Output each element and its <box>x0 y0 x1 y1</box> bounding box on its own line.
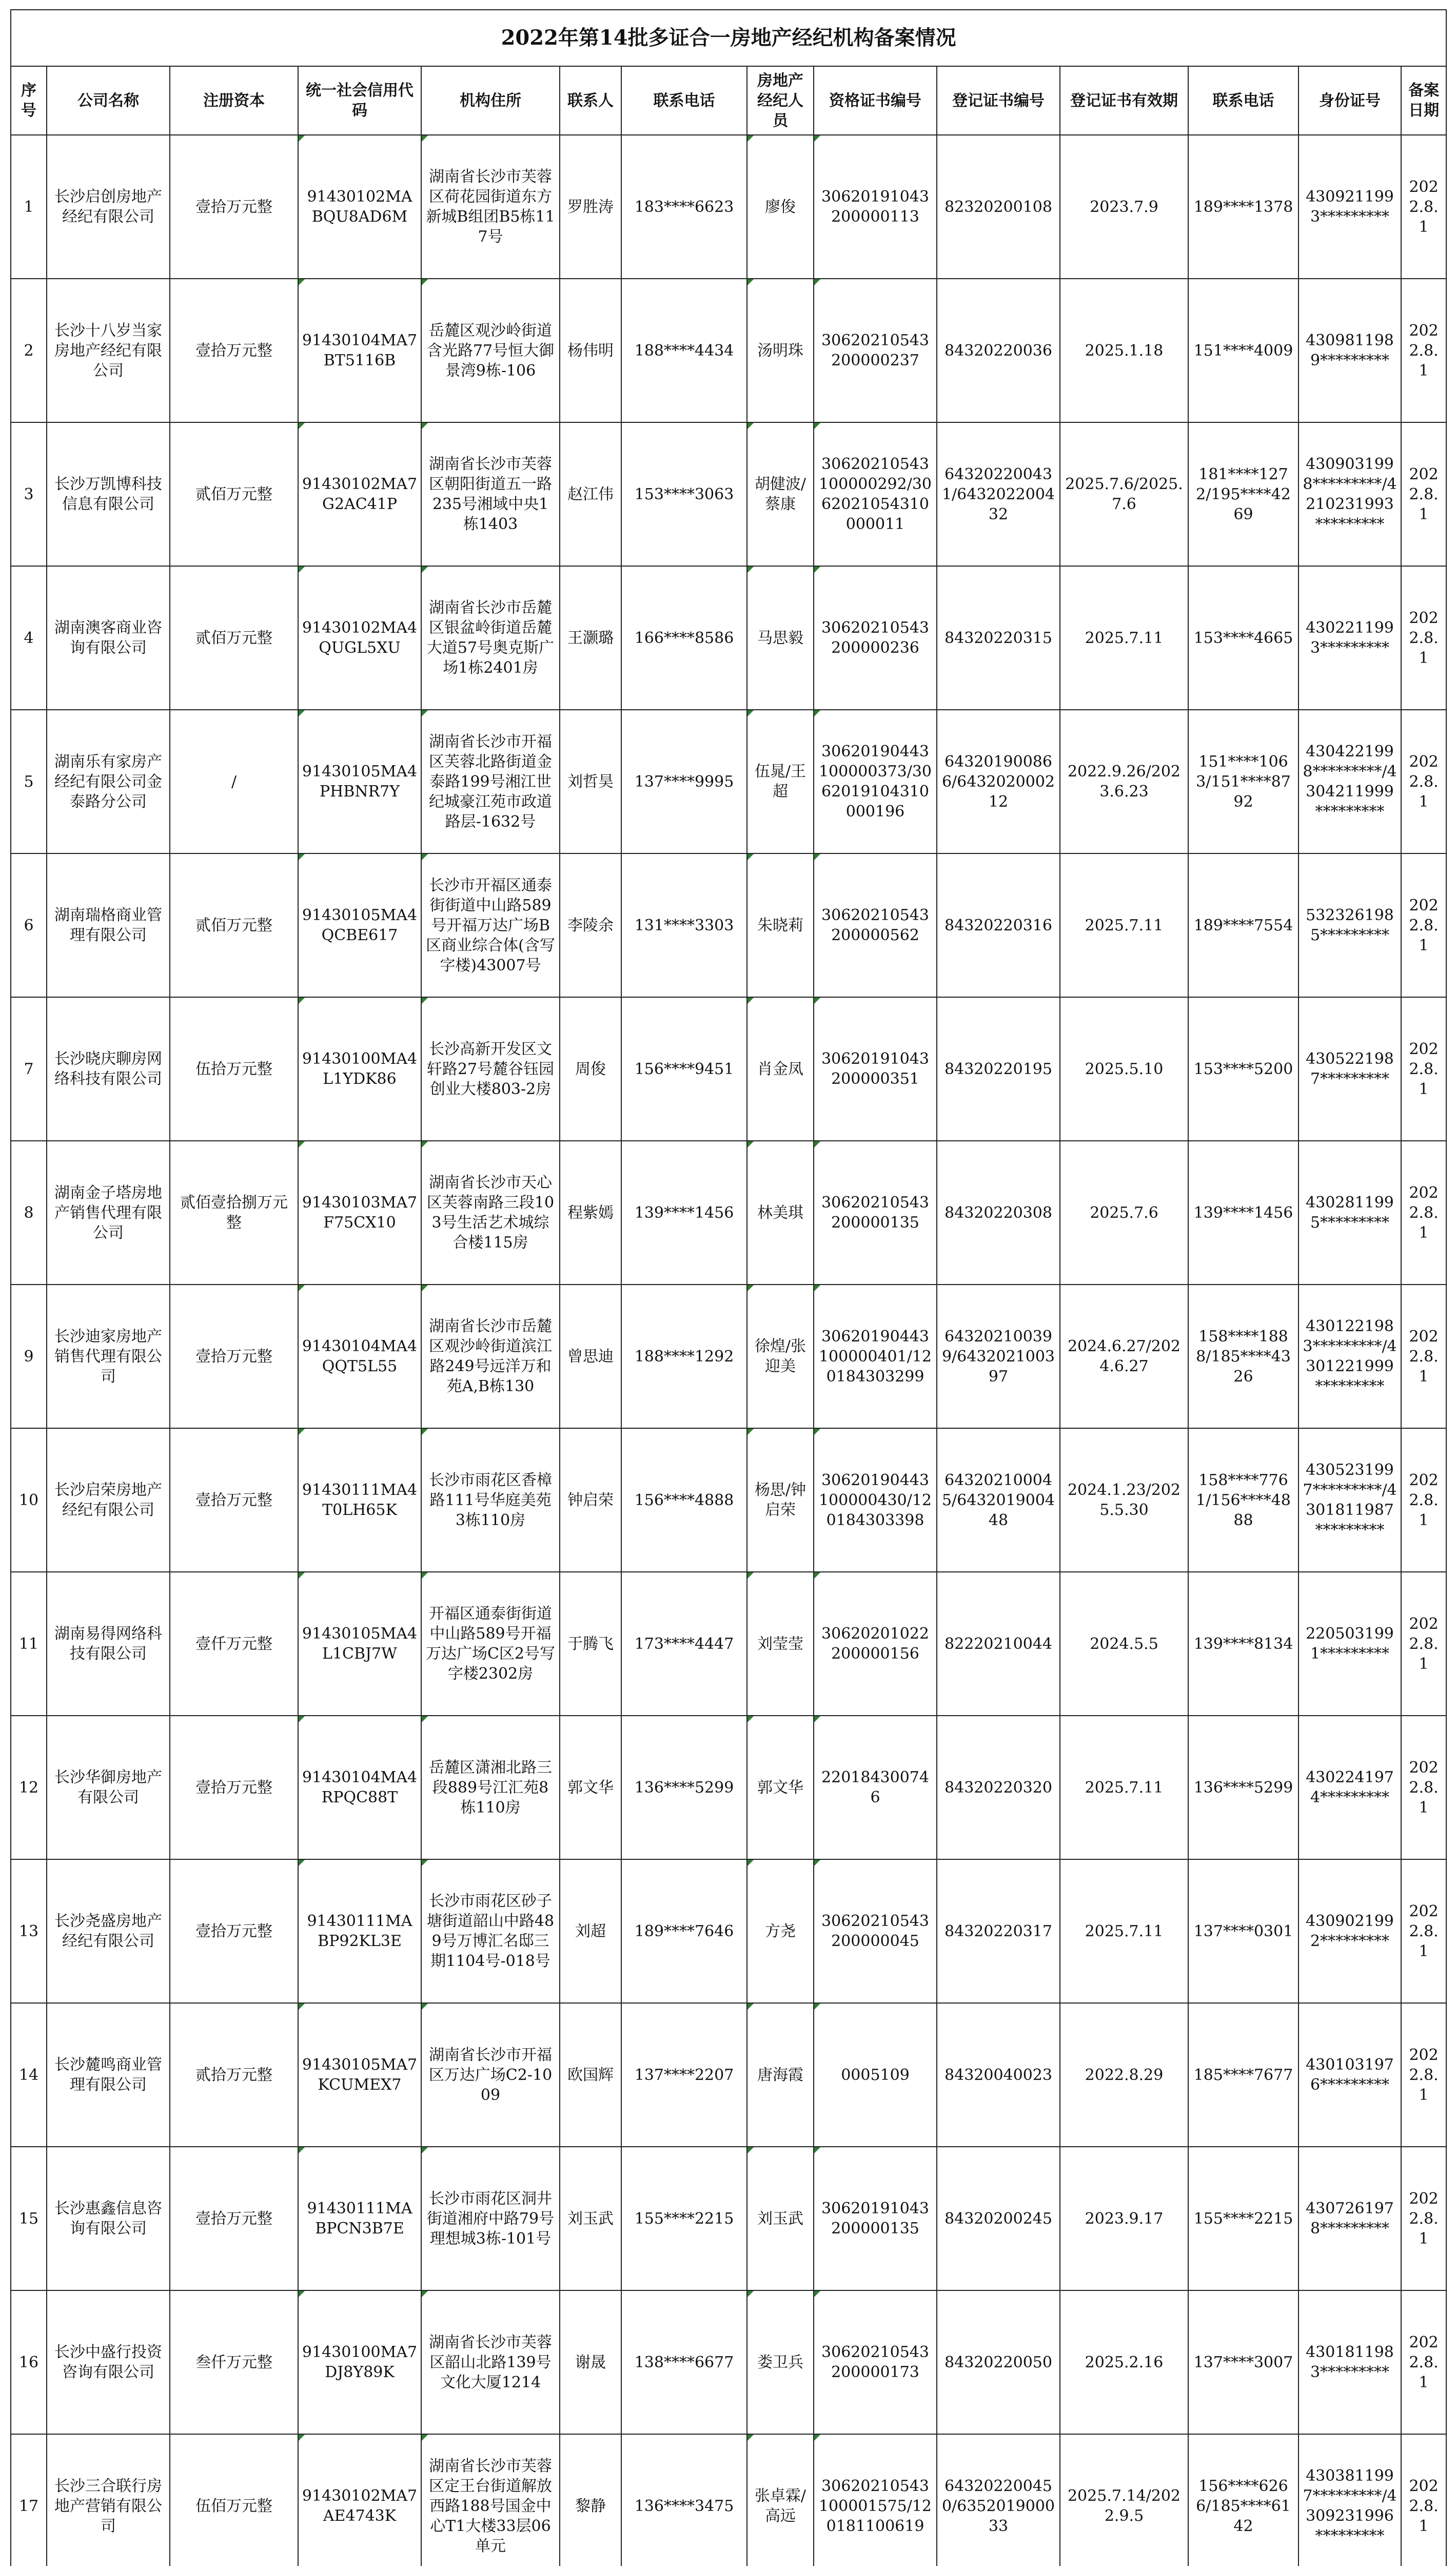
registered-capital-cell: 壹拾万元整 <box>170 2147 298 2290</box>
company-name-cell: 湖南澳客商业咨询有限公司 <box>47 566 170 710</box>
contact-phone-cell: 188****1292 <box>621 1285 747 1428</box>
agent-phone-cell: 155****2215 <box>1188 2147 1298 2290</box>
row-number-cell: 7 <box>11 997 47 1141</box>
qualification-cert-cell: 30620190443100000373/3062019104310000196 <box>814 710 937 853</box>
filing-date-cell: 2022.8.1 <box>1401 279 1446 422</box>
contact-person-cell: 程紫嫣 <box>560 1141 621 1285</box>
agent-phone-cell: 151****4009 <box>1188 279 1298 422</box>
qualification-cert-cell: 220184300746 <box>814 1716 937 1859</box>
row-number-cell: 9 <box>11 1285 47 1428</box>
table-row <box>11 566 1446 710</box>
company-name-cell: 长沙迪家房地产销售代理有限公司 <box>47 1285 170 1428</box>
credit-code-cell: 91430111MABP92KL3E <box>298 1859 421 2003</box>
registration-cert-cell: 84320200245 <box>937 2147 1060 2290</box>
registration-cert-cell: 84320220317 <box>937 1859 1060 2003</box>
company-name-cell: 湖南乐有家房产经纪有限公司金泰路分公司 <box>47 710 170 853</box>
cert-validity-cell: 2022.9.26/2023.6.23 <box>1060 710 1188 853</box>
column-header: 机构住所 <box>421 66 560 135</box>
contact-person-cell: 黎静 <box>560 2434 621 2566</box>
id-number-cell: 4301221983*********/4301221999********* <box>1298 1285 1401 1428</box>
table-row <box>11 422 1446 566</box>
registered-capital-cell: 贰佰万元整 <box>170 422 298 566</box>
address-cell: 开福区通泰街街道中山路589号开福万达广场C区2号写字楼2302房 <box>421 1572 560 1716</box>
qualification-cert-cell: 30620210543200000045 <box>814 1859 937 2003</box>
column-header: 联系人 <box>560 66 621 135</box>
contact-phone-cell: 155****2215 <box>621 2147 747 2290</box>
credit-code-cell: 91430105MA4PHBNR7Y <box>298 710 421 853</box>
cert-validity-cell: 2025.7.11 <box>1060 1716 1188 1859</box>
agent-name-cell: 杨思/钟启荣 <box>747 1428 814 1572</box>
credit-code-cell: 91430104MA4RPQC88T <box>298 1716 421 1859</box>
registration-cert-cell: 84320220050 <box>937 2290 1060 2434</box>
registration-cert-cell: 643202100399/643202100397 <box>937 1285 1060 1428</box>
agent-phone-cell: 185****7677 <box>1188 2003 1298 2147</box>
agent-name-cell: 伍晁/王超 <box>747 710 814 853</box>
address-cell: 湖南省长沙市芙蓉区荷花园街道东方新城B组团B5栋117号 <box>421 135 560 279</box>
filing-date-cell: 2022.8.1 <box>1401 2147 1446 2290</box>
contact-phone-cell: 153****3063 <box>621 422 747 566</box>
header-row <box>11 66 1446 135</box>
table-row <box>11 1285 1446 1428</box>
agent-phone-cell: 137****0301 <box>1188 1859 1298 2003</box>
qualification-cert-cell: 30620190443100000401/120184303299 <box>814 1285 937 1428</box>
agent-phone-cell: 181****1272/195****4269 <box>1188 422 1298 566</box>
company-name-cell: 长沙三合联行房地产营销有限公司 <box>47 2434 170 2566</box>
agent-name-cell: 马思毅 <box>747 566 814 710</box>
table-row <box>11 135 1446 279</box>
registration-cert-cell: 84320220036 <box>937 279 1060 422</box>
address-cell: 湖南省长沙市芙蓉区定王台街道解放西路188号国金中心T1大楼33层06单元 <box>421 2434 560 2566</box>
contact-phone-cell: 183****6623 <box>621 135 747 279</box>
registered-capital-cell: 壹拾万元整 <box>170 279 298 422</box>
filing-date-cell: 2022.8.1 <box>1401 1859 1446 2003</box>
qualification-cert-cell: 30620210543100000292/3062021054310000011 <box>814 422 937 566</box>
cert-validity-cell: 2025.2.16 <box>1060 2290 1188 2434</box>
registration-cert-cell: 82320200108 <box>937 135 1060 279</box>
registration-cert-cell: 84320220320 <box>937 1716 1060 1859</box>
registered-capital-cell: 伍佰万元整 <box>170 2434 298 2566</box>
row-number-cell: 15 <box>11 2147 47 2290</box>
filing-date-cell: 2022.8.1 <box>1401 1428 1446 1572</box>
qualification-cert-cell: 30620210543200000237 <box>814 279 937 422</box>
filing-date-cell: 2022.8.1 <box>1401 997 1446 1141</box>
address-cell: 湖南省长沙市岳麓区观沙岭街道滨江路249号远洋万和苑A,B栋130 <box>421 1285 560 1428</box>
company-name-cell: 长沙十八岁当家房地产经纪有限公司 <box>47 279 170 422</box>
filing-date-cell: 2022.8.1 <box>1401 566 1446 710</box>
contact-person-cell: 曾思迪 <box>560 1285 621 1428</box>
filing-date-cell: 2022.8.1 <box>1401 422 1446 566</box>
id-number-cell: 4305231997*********/4301811987********* <box>1298 1428 1401 1572</box>
contact-person-cell: 李陵余 <box>560 853 621 997</box>
table-row <box>11 2147 1446 2290</box>
credit-code-cell: 91430105MA4L1CBJ7W <box>298 1572 421 1716</box>
address-cell: 湖南省长沙市芙蓉区韶山北路139号文化大厦1214 <box>421 2290 560 2434</box>
column-header: 资格证书编号 <box>814 66 937 135</box>
credit-code-cell: 91430105MA7KCUMEX7 <box>298 2003 421 2147</box>
agent-name-cell: 汤明珠 <box>747 279 814 422</box>
registration-cert-cell: 84320040023 <box>937 2003 1060 2147</box>
agent-phone-cell: 156****6266/185****6142 <box>1188 2434 1298 2566</box>
id-number-cell: 4301031976********* <box>1298 2003 1401 2147</box>
contact-phone-cell: 139****1456 <box>621 1141 747 1285</box>
registration-cert-cell: 643202200431/643202200432 <box>937 422 1060 566</box>
registered-capital-cell: 壹拾万元整 <box>170 135 298 279</box>
contact-person-cell: 周俊 <box>560 997 621 1141</box>
qualification-cert-cell: 30620210543200000173 <box>814 2290 937 2434</box>
registered-capital-cell: 贰佰万元整 <box>170 853 298 997</box>
id-number-cell: 4309211993********* <box>1298 135 1401 279</box>
qualification-cert-cell: 30620191043200000351 <box>814 997 937 1141</box>
id-number-cell: 4309021992********* <box>1298 1859 1401 2003</box>
company-name-cell: 湖南金子塔房地产销售代理有限公司 <box>47 1141 170 1285</box>
registered-capital-cell: 壹拾万元整 <box>170 1859 298 2003</box>
row-number-cell: 4 <box>11 566 47 710</box>
filing-date-cell: 2022.8.1 <box>1401 853 1446 997</box>
table-body <box>11 135 1446 2566</box>
row-number-cell: 8 <box>11 1141 47 1285</box>
filing-date-cell: 2022.8.1 <box>1401 710 1446 853</box>
cert-validity-cell: 2025.7.6/2025.7.6 <box>1060 422 1188 566</box>
agent-name-cell: 郭文华 <box>747 1716 814 1859</box>
address-cell: 湖南省长沙市岳麓区银盆岭街道岳麓大道57号奥克斯广场1栋2401房 <box>421 566 560 710</box>
agent-name-cell: 胡健波/蔡康 <box>747 422 814 566</box>
credit-code-cell: 91430104MA7BT5116B <box>298 279 421 422</box>
id-number-cell: 4302811995********* <box>1298 1141 1401 1285</box>
credit-code-cell: 91430100MA4L1YDK86 <box>298 997 421 1141</box>
registered-capital-cell: 贰拾万元整 <box>170 2003 298 2147</box>
agent-name-cell: 娄卫兵 <box>747 2290 814 2434</box>
id-number-cell: 4302211993********* <box>1298 566 1401 710</box>
column-header: 房地产经纪人员 <box>747 66 814 135</box>
credit-code-cell: 91430111MA4T0LH65K <box>298 1428 421 1572</box>
column-header: 序号 <box>11 66 47 135</box>
cert-validity-cell: 2024.5.5 <box>1060 1572 1188 1716</box>
address-cell: 岳麓区观沙岭街道含光路77号恒大御景湾9栋-106 <box>421 279 560 422</box>
cert-validity-cell: 2024.6.27/2024.6.27 <box>1060 1285 1188 1428</box>
row-number-cell: 5 <box>11 710 47 853</box>
filing-date-cell: 2022.8.1 <box>1401 2290 1446 2434</box>
credit-code-cell: 91430102MA7G2AC41P <box>298 422 421 566</box>
agent-phone-cell: 136****5299 <box>1188 1716 1298 1859</box>
address-cell: 长沙市开福区通泰街街道中山路589号开福万达广场B区商业综合体(含写字楼)43007号 <box>421 853 560 997</box>
address-cell: 湖南省长沙市开福区芙蓉北路街道金泰路199号湘江世纪城豪江苑市政道路层-1632号 <box>421 710 560 853</box>
credit-code-cell: 91430104MA4QQT5L55 <box>298 1285 421 1428</box>
registered-capital-cell: 伍拾万元整 <box>170 997 298 1141</box>
agent-name-cell: 张卓霖/高远 <box>747 2434 814 2566</box>
qualification-cert-cell: 30620191043200000113 <box>814 135 937 279</box>
contact-phone-cell: 136****5299 <box>621 1716 747 1859</box>
filing-date-cell: 2022.8.1 <box>1401 2003 1446 2147</box>
contact-phone-cell: 138****6677 <box>621 2290 747 2434</box>
row-number-cell: 10 <box>11 1428 47 1572</box>
contact-phone-cell: 188****4434 <box>621 279 747 422</box>
credit-code-cell: 91430102MA4QUGL5XU <box>298 566 421 710</box>
contact-phone-cell: 166****8586 <box>621 566 747 710</box>
qualification-cert-cell: 30620201022200000156 <box>814 1572 937 1716</box>
address-cell: 湖南省长沙市芙蓉区朝阳街道五一路235号湘域中央1栋1403 <box>421 422 560 566</box>
contact-person-cell: 钟启荣 <box>560 1428 621 1572</box>
contact-phone-cell: 156****9451 <box>621 997 747 1141</box>
row-number-cell: 17 <box>11 2434 47 2566</box>
cert-validity-cell: 2025.7.6 <box>1060 1141 1188 1285</box>
table-row <box>11 2290 1446 2434</box>
contact-person-cell: 赵江伟 <box>560 422 621 566</box>
row-number-cell: 6 <box>11 853 47 997</box>
filing-date-cell: 2022.8.1 <box>1401 135 1446 279</box>
credit-code-cell: 91430111MABPCN3B7E <box>298 2147 421 2290</box>
agent-phone-cell: 139****8134 <box>1188 1572 1298 1716</box>
id-number-cell: 4302241974********* <box>1298 1716 1401 1859</box>
address-cell: 长沙市雨花区香樟路111号华庭美苑3栋110房 <box>421 1428 560 1572</box>
cert-validity-cell: 2025.7.14/2022.9.5 <box>1060 2434 1188 2566</box>
cert-validity-cell: 2025.1.18 <box>1060 279 1188 422</box>
table-row <box>11 997 1446 1141</box>
registration-cert-cell: 84320220315 <box>937 566 1060 710</box>
registration-cert-cell: 84320220316 <box>937 853 1060 997</box>
company-name-cell: 长沙麓鸣商业管理有限公司 <box>47 2003 170 2147</box>
agent-name-cell: 唐海霞 <box>747 2003 814 2147</box>
contact-person-cell: 谢晟 <box>560 2290 621 2434</box>
column-header: 登记证书有效期 <box>1060 66 1188 135</box>
cert-validity-cell: 2025.5.10 <box>1060 997 1188 1141</box>
registered-capital-cell: 壹拾万元整 <box>170 1716 298 1859</box>
company-name-cell: 长沙尧盛房地产经纪有限公司 <box>47 1859 170 2003</box>
qualification-cert-cell: 30620191043200000135 <box>814 2147 937 2290</box>
filing-date-cell: 2022.8.1 <box>1401 1285 1446 1428</box>
qualification-cert-cell: 30620210543200000236 <box>814 566 937 710</box>
agent-phone-cell: 189****1378 <box>1188 135 1298 279</box>
company-name-cell: 长沙中盛行投资咨询有限公司 <box>47 2290 170 2434</box>
registration-table <box>10 9 1447 2566</box>
agent-phone-cell: 139****1456 <box>1188 1141 1298 1285</box>
contact-person-cell: 杨伟明 <box>560 279 621 422</box>
contact-person-cell: 刘玉武 <box>560 2147 621 2290</box>
row-number-cell: 16 <box>11 2290 47 2434</box>
column-header: 登记证书编号 <box>937 66 1060 135</box>
registration-cert-cell: 643201900866/643202000212 <box>937 710 1060 853</box>
table-row <box>11 1141 1446 1285</box>
agent-phone-cell: 151****1063/151****8792 <box>1188 710 1298 853</box>
cert-validity-cell: 2025.7.11 <box>1060 566 1188 710</box>
row-number-cell: 1 <box>11 135 47 279</box>
qualification-cert-cell: 30620210543200000562 <box>814 853 937 997</box>
agent-name-cell: 肖金凤 <box>747 997 814 1141</box>
id-number-cell: 4304221998*********/4304211999********* <box>1298 710 1401 853</box>
registered-capital-cell: 叁仟万元整 <box>170 2290 298 2434</box>
contact-person-cell: 王灏璐 <box>560 566 621 710</box>
column-header: 身份证号 <box>1298 66 1401 135</box>
company-name-cell: 长沙启创房地产经纪有限公司 <box>47 135 170 279</box>
id-number-cell: 5323261985********* <box>1298 853 1401 997</box>
table-row <box>11 2003 1446 2147</box>
row-number-cell: 2 <box>11 279 47 422</box>
row-number-cell: 13 <box>11 1859 47 2003</box>
registered-capital-cell: / <box>170 710 298 853</box>
filing-date-cell: 2022.8.1 <box>1401 2434 1446 2566</box>
registration-cert-cell: 643202100045/643201900448 <box>937 1428 1060 1572</box>
agent-name-cell: 徐煌/张迎美 <box>747 1285 814 1428</box>
cert-validity-cell: 2025.7.11 <box>1060 853 1188 997</box>
table-row <box>11 710 1446 853</box>
agent-name-cell: 刘玉武 <box>747 2147 814 2290</box>
qualification-cert-cell: 30620190443100000430/120184303398 <box>814 1428 937 1572</box>
agent-phone-cell: 158****7761/156****4888 <box>1188 1428 1298 1572</box>
table-row <box>11 1428 1446 1572</box>
contact-phone-cell: 137****9995 <box>621 710 747 853</box>
registration-cert-cell: 84320220195 <box>937 997 1060 1141</box>
address-cell: 湖南省长沙市开福区万达广场C2-1009 <box>421 2003 560 2147</box>
table-row <box>11 1716 1446 1859</box>
contact-phone-cell: 156****4888 <box>621 1428 747 1572</box>
company-name-cell: 湖南易得网络科技有限公司 <box>47 1572 170 1716</box>
company-name-cell: 长沙万凯博科技信息有限公司 <box>47 422 170 566</box>
credit-code-cell: 91430100MA7DJ8Y89K <box>298 2290 421 2434</box>
column-header: 联系电话 <box>1188 66 1298 135</box>
cert-validity-cell: 2025.7.11 <box>1060 1859 1188 2003</box>
contact-person-cell: 于腾飞 <box>560 1572 621 1716</box>
contact-person-cell: 欧国辉 <box>560 2003 621 2147</box>
agent-name-cell: 方尧 <box>747 1859 814 2003</box>
agent-name-cell: 刘莹莹 <box>747 1572 814 1716</box>
agent-name-cell: 朱晓莉 <box>747 853 814 997</box>
address-cell: 长沙市雨花区砂子塘街道韶山中路489号万博汇名邸三期1104号-018号 <box>421 1859 560 2003</box>
id-number-cell: 4309811989********* <box>1298 279 1401 422</box>
contact-phone-cell: 131****3303 <box>621 853 747 997</box>
address-cell: 长沙高新开发区文轩路27号麓谷钰园创业大楼803-2房 <box>421 997 560 1141</box>
contact-person-cell: 郭文华 <box>560 1716 621 1859</box>
contact-person-cell: 刘哲昊 <box>560 710 621 853</box>
agent-phone-cell: 158****1888/185****4326 <box>1188 1285 1298 1428</box>
qualification-cert-cell: 0005109 <box>814 2003 937 2147</box>
registered-capital-cell: 壹仟万元整 <box>170 1572 298 1716</box>
registered-capital-cell: 壹拾万元整 <box>170 1285 298 1428</box>
registration-cert-cell: 84320220308 <box>937 1141 1060 1285</box>
row-number-cell: 14 <box>11 2003 47 2147</box>
document-page <box>10 9 1446 2566</box>
agent-name-cell: 林美琪 <box>747 1141 814 1285</box>
id-number-cell: 2205031991********* <box>1298 1572 1401 1716</box>
registration-cert-cell: 643202200450/635201900033 <box>937 2434 1060 2566</box>
address-cell: 岳麓区潇湘北路三段889号江汇苑8栋110房 <box>421 1716 560 1859</box>
row-number-cell: 11 <box>11 1572 47 1716</box>
contact-phone-cell: 136****3475 <box>621 2434 747 2566</box>
table-row <box>11 853 1446 997</box>
agent-phone-cell: 153****5200 <box>1188 997 1298 1141</box>
credit-code-cell: 91430103MA7F75CX10 <box>298 1141 421 1285</box>
table-row <box>11 279 1446 422</box>
company-name-cell: 湖南瑞格商业管理有限公司 <box>47 853 170 997</box>
column-header: 联系电话 <box>621 66 747 135</box>
column-header: 注册资本 <box>170 66 298 135</box>
registered-capital-cell: 贰佰壹拾捌万元整 <box>170 1141 298 1285</box>
row-number-cell: 3 <box>11 422 47 566</box>
credit-code-cell: 91430102MA7AE4743K <box>298 2434 421 2566</box>
agent-phone-cell: 137****3007 <box>1188 2290 1298 2434</box>
address-cell: 湖南省长沙市天心区芙蓉南路三段103号生活艺术城综合楼115房 <box>421 1141 560 1285</box>
agent-phone-cell: 153****4665 <box>1188 566 1298 710</box>
registered-capital-cell: 贰佰万元整 <box>170 566 298 710</box>
cert-validity-cell: 2023.7.9 <box>1060 135 1188 279</box>
credit-code-cell: 91430102MABQU8AD6M <box>298 135 421 279</box>
table-row <box>11 1572 1446 1716</box>
company-name-cell: 长沙惠鑫信息咨询有限公司 <box>47 2147 170 2290</box>
qualification-cert-cell: 30620210543100001575/120181100619 <box>814 2434 937 2566</box>
contact-person-cell: 刘超 <box>560 1859 621 2003</box>
registered-capital-cell: 壹拾万元整 <box>170 1428 298 1572</box>
page-title: 2022年第14批多证合一房地产经纪机构备案情况 <box>11 10 1446 66</box>
contact-phone-cell: 173****4447 <box>621 1572 747 1716</box>
column-header: 备案日期 <box>1401 66 1446 135</box>
cert-validity-cell: 2022.8.29 <box>1060 2003 1188 2147</box>
qualification-cert-cell: 30620210543200000135 <box>814 1141 937 1285</box>
id-number-cell: 4305221987********* <box>1298 997 1401 1141</box>
table-row <box>11 1859 1446 2003</box>
agent-name-cell: 廖俊 <box>747 135 814 279</box>
company-name-cell: 长沙晓庆聊房网络科技有限公司 <box>47 997 170 1141</box>
address-cell: 长沙市雨花区洞井街道湘府中路79号理想城3栋-101号 <box>421 2147 560 2290</box>
filing-date-cell: 2022.8.1 <box>1401 1716 1446 1859</box>
registration-cert-cell: 82220210044 <box>937 1572 1060 1716</box>
contact-phone-cell: 137****2207 <box>621 2003 747 2147</box>
id-number-cell: 4309031998*********/4210231993********* <box>1298 422 1401 566</box>
filing-date-cell: 2022.8.1 <box>1401 1141 1446 1285</box>
id-number-cell: 4307261978********* <box>1298 2147 1401 2290</box>
id-number-cell: 4301811983********* <box>1298 2290 1401 2434</box>
cert-validity-cell: 2024.1.23/2025.5.30 <box>1060 1428 1188 1572</box>
agent-phone-cell: 189****7554 <box>1188 853 1298 997</box>
column-header: 统一社会信用代码 <box>298 66 421 135</box>
company-name-cell: 长沙华御房地产有限公司 <box>47 1716 170 1859</box>
table-row <box>11 2434 1446 2566</box>
contact-person-cell: 罗胜涛 <box>560 135 621 279</box>
id-number-cell: 4303811997*********/4309231996********* <box>1298 2434 1401 2566</box>
credit-code-cell: 91430105MA4QCBE617 <box>298 853 421 997</box>
company-name-cell: 长沙启荣房地产经纪有限公司 <box>47 1428 170 1572</box>
row-number-cell: 12 <box>11 1716 47 1859</box>
column-header: 公司名称 <box>47 66 170 135</box>
filing-date-cell: 2022.8.1 <box>1401 1572 1446 1716</box>
contact-phone-cell: 189****7646 <box>621 1859 747 2003</box>
cert-validity-cell: 2023.9.17 <box>1060 2147 1188 2290</box>
